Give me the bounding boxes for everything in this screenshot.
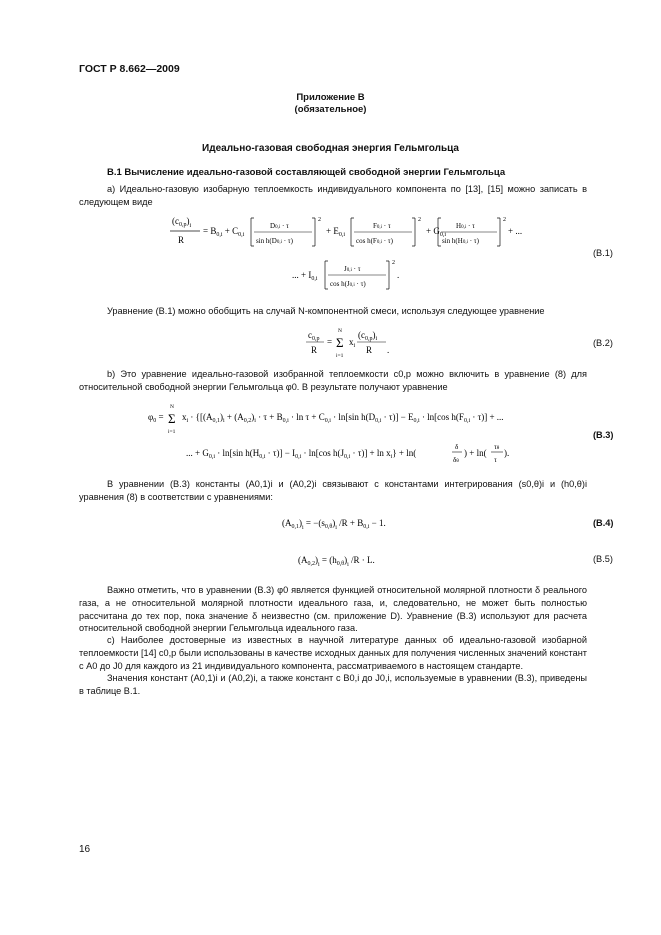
svg-text:) + ln(: ) + ln( (464, 448, 487, 458)
svg-text:2: 2 (418, 217, 421, 223)
svg-text:N: N (170, 404, 174, 410)
paragraph-a: а) Идеально-газовую изобарную теплоемкость индивидуального компонента по [13], [15] можно записать в следующем виде (79, 184, 587, 207)
equation-b3-number: (В.3) (593, 430, 614, 440)
svg-text:2: 2 (392, 260, 395, 266)
svg-text:H0,i · τ: H0,i · τ (456, 222, 475, 230)
svg-text:=: = (327, 337, 333, 347)
equation-b3-formula (140, 398, 560, 470)
appendix-title: Идеально-газовая свободная энергия Гельмгольца (202, 143, 459, 154)
svg-text:D0,i · τ: D0,i · τ (270, 222, 289, 230)
page-number: 16 (79, 844, 91, 855)
equation-b4-number: (В.4) (593, 518, 614, 528)
svg-text:cos h(F0,i · τ): cos h(F0,i · τ) (356, 237, 393, 245)
svg-text:R: R (366, 345, 373, 355)
svg-text:+ ...: + ... (508, 226, 523, 236)
equation-b2-formula (300, 326, 400, 360)
svg-text:(c0,p)i: $(c_{0,p})_i$ (172, 216, 192, 229)
svg-text:sin h(H0,i · τ): sin h(H0,i · τ) (442, 237, 479, 245)
equation-b1-formula (140, 213, 523, 291)
appendix-heading (0, 92, 661, 116)
svg-text:Σ: Σ (336, 335, 344, 350)
svg-text:R: R (311, 345, 318, 355)
svg-text:c0,p: $c_{0,p}$ (308, 330, 320, 342)
paragraph-values: Значения констант (A0,1)i и (A0,2)i, а также констант с B0,i до J0,i, используемые в уравнении (В.3), приведены в таблице В.1. (79, 673, 587, 696)
svg-text:).: ). (504, 448, 510, 458)
svg-text:(A0,1)i = −(s0,θ)i /R + B0,i −: $(A_{0,1})_i = -(s_{0,\theta})_i$ $/R + B_{0,i} - 1$. (282, 518, 386, 531)
svg-text:cos h(J0,i · τ): cos h(J0,i · τ) (330, 280, 366, 288)
paragraph-generalize: Уравнение (В.1) можно обобщить на случай N-компонентной смеси, используя следующее уравнение (107, 306, 545, 316)
equation-b4-formula (280, 512, 430, 534)
svg-text:R: R (178, 235, 185, 245)
equation-b5-number: (В.5) (593, 554, 613, 564)
svg-text:.: . (387, 345, 390, 355)
paragraph-important: Важно отметить, что в уравнении (В.3) φ0 является функцией относительной молярной плотности δ реального газа, а не относительной молярной плотности идеального газа, и, следовательно, не может быть полностью рассчитана до тех пор, пока значение δ неизвестно (см. приложение D). Уравнение (В.3) используют для расчета относительной свободной энергии Гельмгольца идеального газа. (79, 585, 587, 634)
appendix-label: Приложение В (296, 92, 365, 103)
equation-b2-number: (В.2) (593, 338, 613, 348)
svg-text:xi · {[(A0,1)i + (A0,2)i · τ +: $x_i \cdot \{[(A_{0,1})_i + (A_{0,2})_i \cdot \tau + B_{0,i} \cdot \ln \tau + C_{0,i} \cdot \ln[\sin$ $h(D_{0,i} \cdot \tau)] - E_{0,i} \cdot \ln[\cos$ $h(F_{0,i} \cdot \tau)$] + ... (182, 412, 504, 424)
svg-text:J0,i · τ: J0,i · τ (344, 265, 361, 273)
paragraph-b3-constants: В уравнении (В.3) константы (A0,1)i и (A0,2)i связывают с константами интегрирования (s0,θ)i и (h0,θ)i уравнения (8) в соответствии с уравнениями: (79, 479, 587, 502)
equation-b1-number: (В.1) (593, 248, 613, 258)
svg-text:δ: δ (455, 443, 459, 451)
svg-text:N: N (338, 328, 342, 334)
svg-text:i=1: i=1 (168, 429, 176, 435)
paragraph-b: b) Это уравнение идеально-газовой изобранной теплоемкости c0,p можно включить в уравнение (8) для относительной свободной энергии Гельмгольца φ0. В результате получают уравнение (79, 369, 587, 392)
svg-text:τ: τ (494, 456, 497, 464)
svg-text:... + I0,i: ... + $I_{0,i}$ (292, 270, 318, 282)
svg-text:(A0,2)i = (h0,θ)i /R · L.: $(A_{0,2})_i = (h_{0,\theta})_i$ /R · L. (298, 555, 375, 568)
equation-b5-formula (296, 549, 406, 571)
section-heading: В.1 Вычисление идеально-газовой составляющей свободной энергии Гельмгольца (107, 167, 506, 178)
svg-text:+ E0,i: + $E_{0,i}$ (326, 226, 345, 238)
svg-text:φ0 =: $\varphi_0$ = (148, 412, 164, 424)
svg-text:τθ: τθ (494, 443, 500, 451)
appendix-status: (обязательное) (294, 104, 367, 115)
svg-text:Σ: Σ (168, 411, 176, 426)
svg-text:δθ: δθ (453, 456, 459, 464)
svg-text:= B0,i + C0,i: = $B_{0,i} + C_{0,i}$ (203, 226, 245, 238)
svg-text:2: 2 (503, 217, 506, 223)
svg-text:xi: $x_i$ (349, 337, 356, 349)
svg-text:.: . (397, 270, 400, 280)
svg-text:... + G0,i · ln[sin h(H0,i · τ: ... + $G_{0,i} \cdot \ln[\sin$ $h(H_{0,i} \cdot \tau)] - I_{0,i} \cdot \ln[\cos$ $h(J_{0,i} \cdot \tau)] + \ln x_i\} + \ln$( (186, 448, 417, 460)
paragraph-c: c) Наиболее достоверные из известных в научной литературе данных об идеально-газовой изобарной теплоемкости [14] c0,p были использованы в качестве исходных данных для получения численных значений констант с A0 до J0 для каждого из 21 индивидуального компонента, рассматриваемого в настоящем стандарте. (79, 635, 587, 671)
svg-text:i=1: i=1 (336, 353, 344, 359)
svg-text:sin h(D0,i · τ): sin h(D0,i · τ) (256, 237, 293, 245)
svg-text:+ G0,i: + $G_{0,i}$ (426, 226, 446, 238)
svg-text:2: 2 (318, 217, 321, 223)
standard-header: ГОСТ Р 8.662—2009 (79, 63, 180, 75)
svg-text:F0,i · τ: F0,i · τ (373, 222, 391, 230)
svg-text:(c0,p)i: $(c_{0,p})_i$ (358, 330, 378, 342)
